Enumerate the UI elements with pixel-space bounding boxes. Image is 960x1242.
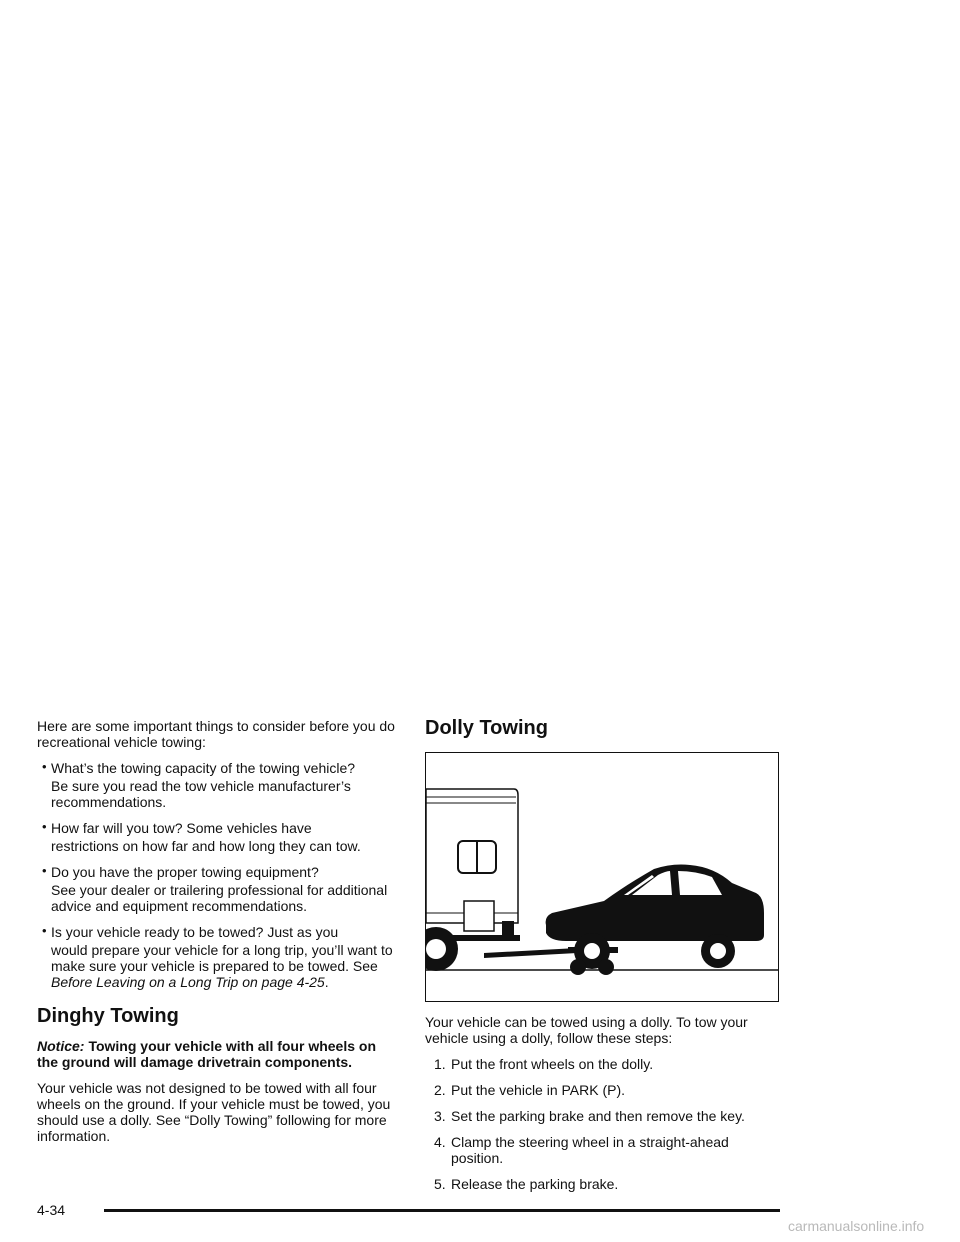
right-column [425,716,783,1202]
list-item: 5. Release the parking brake. [434,1176,619,1192]
footer-rule [104,1209,780,1212]
list-item: 3. Set the parking brake and then remove the key. [434,1108,745,1124]
dolly-towing-heading: Dolly Towing [425,717,548,739]
dolly-intro-paragraph: Your vehicle can be towed using a dolly. To tow your vehicle using a dolly, follow these steps: [425,1014,748,1046]
list-item: • Is your vehicle ready to be towed? Just as you would prepare your vehicle for a long trip, you’ll want to make sure your vehicle is prepared to be towed. See Before Leaving on a Long Trip on page 4-25. [37,924,395,990]
dinghy-towing-heading: Dinghy Towing [37,1005,179,1027]
list-item: • What’s the towing capacity of the towing vehicle? Be sure you read the tow vehicle manufacturer’s recommendations. [37,760,395,810]
cross-reference-link[interactable]: Before Leaving on a Long Trip on page 4-25 [51,974,325,990]
page-number: 4-34 [37,1202,66,1218]
notice: Notice: Towing your vehicle with all four wheels on the ground will damage drivetrain components. [37,1038,377,1070]
list-item: 2. Put the vehicle in PARK (P). [434,1082,626,1098]
dolly-towing-image [426,753,778,1001]
dinghy-paragraph: Your vehicle was not designed to be towed with all four wheels on the ground. If your vehicle must be towed, you should use a dolly. See “Dolly Towing” following for more information. [37,1080,391,1144]
dolly-steps-list [425,1056,783,1192]
left-column [37,718,395,1154]
list-item: • Do you have the proper towing equipment? See your dealer or trailering professional for additional advice and equipment recommendations. [37,864,395,914]
list-item: 4. Clamp the steering wheel in a straight-ahead position. [434,1134,729,1166]
intro-paragraph: Here are some important things to consider before you do recreational vehicle towing: [37,718,395,750]
watermark: carmanualsonline.info [788,1218,925,1234]
considerations-list [37,760,395,990]
list-item: • How far will you tow? Some vehicles have restrictions on how far and how long they can tow. [37,820,395,854]
dolly-towing-illustration [425,752,779,1002]
list-item: 1. Put the front wheels on the dolly. [434,1056,654,1072]
